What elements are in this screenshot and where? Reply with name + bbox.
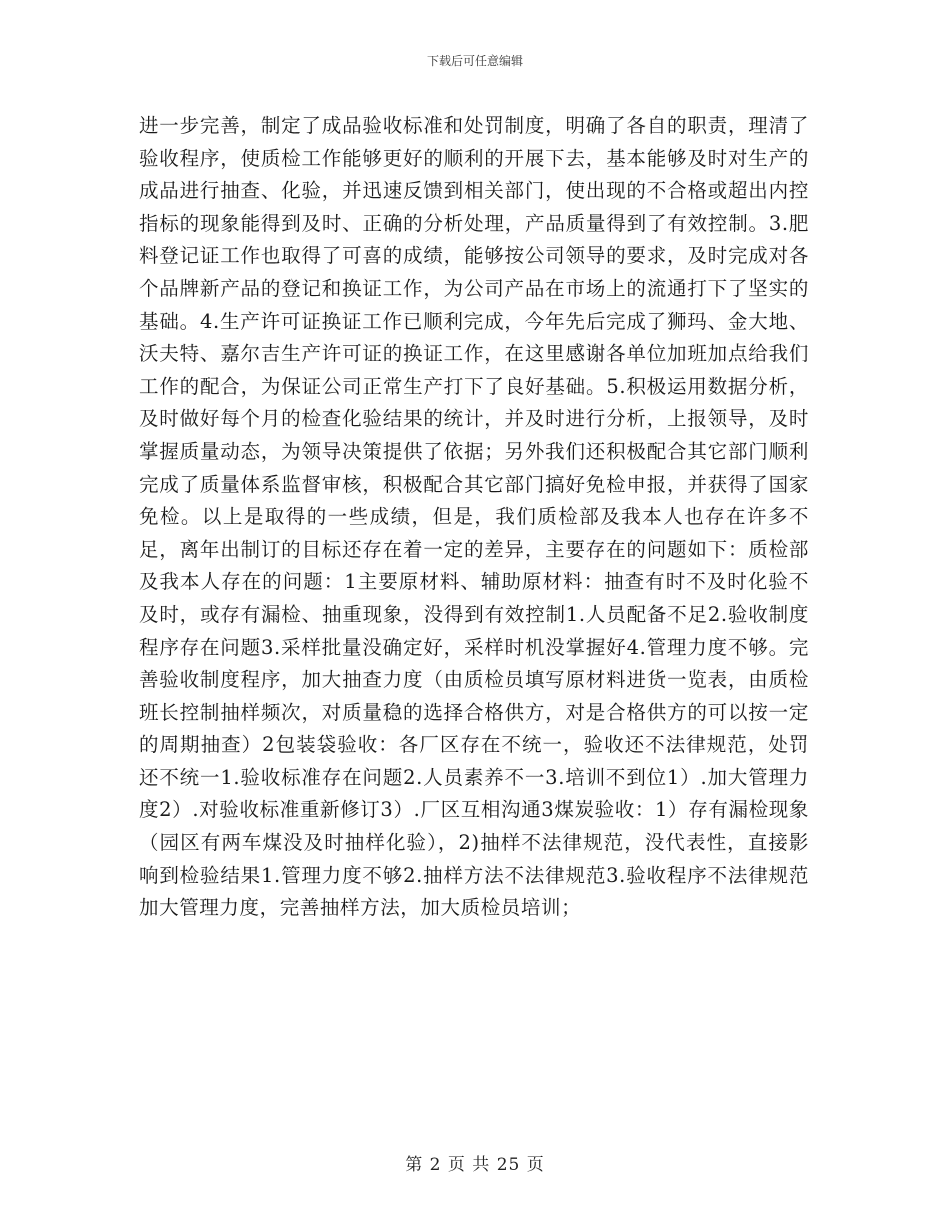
page-header: 下载后可任意编辑 (426, 54, 523, 68)
body-paragraph: 进一步完善，制定了成品验收标准和处罚制度，明确了各自的职责，理清了验收程序，使质检工作能够更好的顺利的开展下去，基本能够及时对生产的成品进行抽查、化验，并迅速反馈到相关部门，使出现的不合格或超出内控指标的现象能得到及时、正确的分析处理，产品质量得到了有效控制。3.肥料登记证工作也取得了可喜的成绩，能够按公司领导的要求，及时完成对各个品牌新产品的登记和换证工作，为公司产品在市场上的流通打下了坚实的基础。4.生产许可证换证工作已顺利完成，今年先后完成了狮玛、金大地、沃夫特、嘉尔吉生产许可证的换证工作，在这里感谢各单位加班加点给我们工作的配合，为保证公司正常生产打下了良好基础。5.积极运用数据分析，及时做好每个月的检查化验结果的统计，并及时进行分析，上报领导，及时掌握质量动态，为领导决策提供了依据；另外我们还积极配合其它部门顺利完成了质量体系监督审核，积极配合其它部门搞好免检申报，并获得了国家免检。以上是取得的一些成绩，但是，我们质检部及我本人也存在许多不足，离年出制订的目标还存在着一定的差异，主要存在的问题如下：质检部及我本人存在的问题：1主要原材料、辅助原材料：抽查有时不及时化验不及时，或存有漏检、抽重现象，没得到有效控制1.人员配备不足2.验收制度程序存在问题3.采样批量没确定好，采样时机没掌握好4.管理力度不够。完善验收制度程序，加大抽查力度（由质检员填写原材料进货一览表，由质检班长控制抽样频次，对质量稳的选择合格供方，对是合格供方的可以按一定的周期抽查）2包装袋验收：各厂区存在不统一，验收还不法律规范，处罚还不统一1.验收标准存在问题2.人员素养不一3.培训不到位1）.加大管理力度2）.对验收标准重新修订3）.厂区互相沟通3煤炭验收：1）存有漏检现象（园区有两车煤没及时抽样化验），2)抽样不法律规范，没代表性，直接影响到检验结果1.管理力度不够2.抽样方法不法律规范3.验收程序不法律规范加大管理力度，完善抽样方法，加大质检员培训； (139, 114, 809, 920)
page-number: 第 2 页 共 25 页 (405, 1155, 545, 1175)
